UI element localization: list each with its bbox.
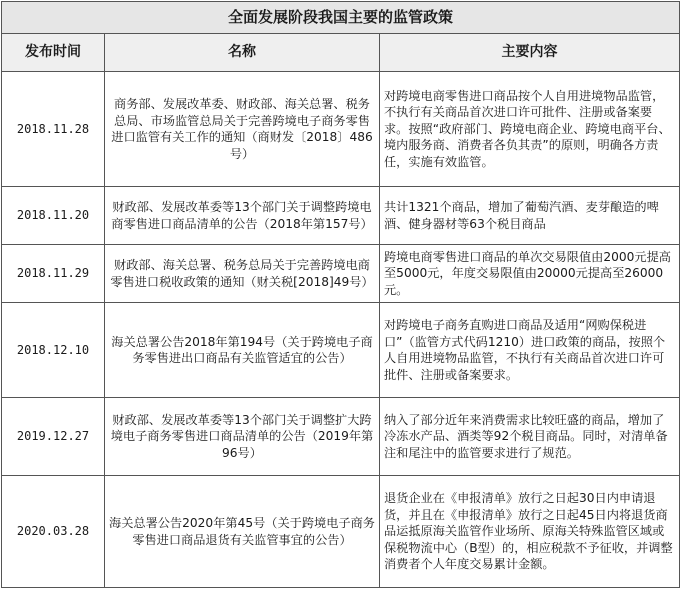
- row-date: 2020.03.28: [2, 476, 105, 588]
- row-name: 商务部、发展改革委、财政部、海关总署、税务总局、市场监管总局关于完善跨境电子商务零售进口监管有关工作的通知（商财发〔2018〕486 号）: [105, 72, 380, 187]
- policy-table: [1, 1, 680, 588]
- header-name: 名称: [105, 34, 380, 72]
- row-date: 2018.12.10: [2, 303, 105, 398]
- row-content: 对跨境电子商务直购进口商品及适用“网购保税进口”（监管方式代码1210）进口政策的商品，按照个人自用进境物品监管，不执行有关商品首次进口许可批件、注册或备案要求。: [380, 303, 680, 398]
- row-content: 跨境电商零售进口商品的单次交易限值由2000元提高至5000元，年度交易限值由20000元提高至26000元。: [380, 245, 680, 303]
- table-row: [2, 245, 680, 303]
- table-title: 全面发展阶段我国主要的监管政策: [2, 2, 680, 34]
- table-title-row: [2, 2, 680, 34]
- table-row: [2, 72, 680, 187]
- row-name: 财政部、发展改革委等13个部门关于调整跨境电商零售进口商品清单的公告（2018年第157号）: [105, 187, 380, 245]
- row-name: 海关总署公告2020年第45号（关于跨境电子商务零售进口商品退货有关监管事宜的公告）: [105, 476, 380, 588]
- row-content: 对跨境电商零售进口商品按个人自用进境物品监管，不执行有关商品首次进口许可批件、注册或备案要求。按照“政府部门、跨境电商企业、跨境电商平台、境内服务商、消费者各负其责”的原则，明确各方责任，实施有效监管。: [380, 72, 680, 187]
- table-row: [2, 398, 680, 476]
- row-content: 退货企业在《申报清单》放行之日起30日内申请退货，并且在《申报清单》放行之日起45日内将退货商品运抵原海关监管作业场所、原海关特殊监管区域或保税物流中心（B型）的，相应税款不予征收，并调整消费者个人年度交易累计金额。: [380, 476, 680, 588]
- table-row: [2, 476, 680, 588]
- row-content: 纳入了部分近年来消费需求比较旺盛的商品，增加了冷冻水产品、酒类等92个税目商品。同时，对清单备注和尾注中的监管要求进行了规范。: [380, 398, 680, 476]
- row-date: 2018.11.29: [2, 245, 105, 303]
- row-date: 2019.12.27: [2, 398, 105, 476]
- row-date: 2018.11.28: [2, 72, 105, 187]
- header-content: 主要内容: [380, 34, 680, 72]
- table-row: [2, 187, 680, 245]
- row-date: 2018.11.20: [2, 187, 105, 245]
- row-name: 财政部、发展改革委等13个部门关于调整扩大跨境电子商务零售进口商品清单的公告（2019年第96号）: [105, 398, 380, 476]
- row-name: 财政部、海关总署、税务总局关于完善跨境电商零售进口税收政策的通知（财关税[2018]49号）: [105, 245, 380, 303]
- header-date: 发布时间: [2, 34, 105, 72]
- policy-table-container: [1, 1, 679, 589]
- row-name: 海关总署公告2018年第194号（关于跨境电子商务零售进出口商品有关监管适宜的公告）: [105, 303, 380, 398]
- table-row: [2, 303, 680, 398]
- row-content: 共计1321个商品，增加了葡萄汽酒、麦芽酿造的啤酒、健身器材等63个税目商品: [380, 187, 680, 245]
- table-header-row: [2, 34, 680, 72]
